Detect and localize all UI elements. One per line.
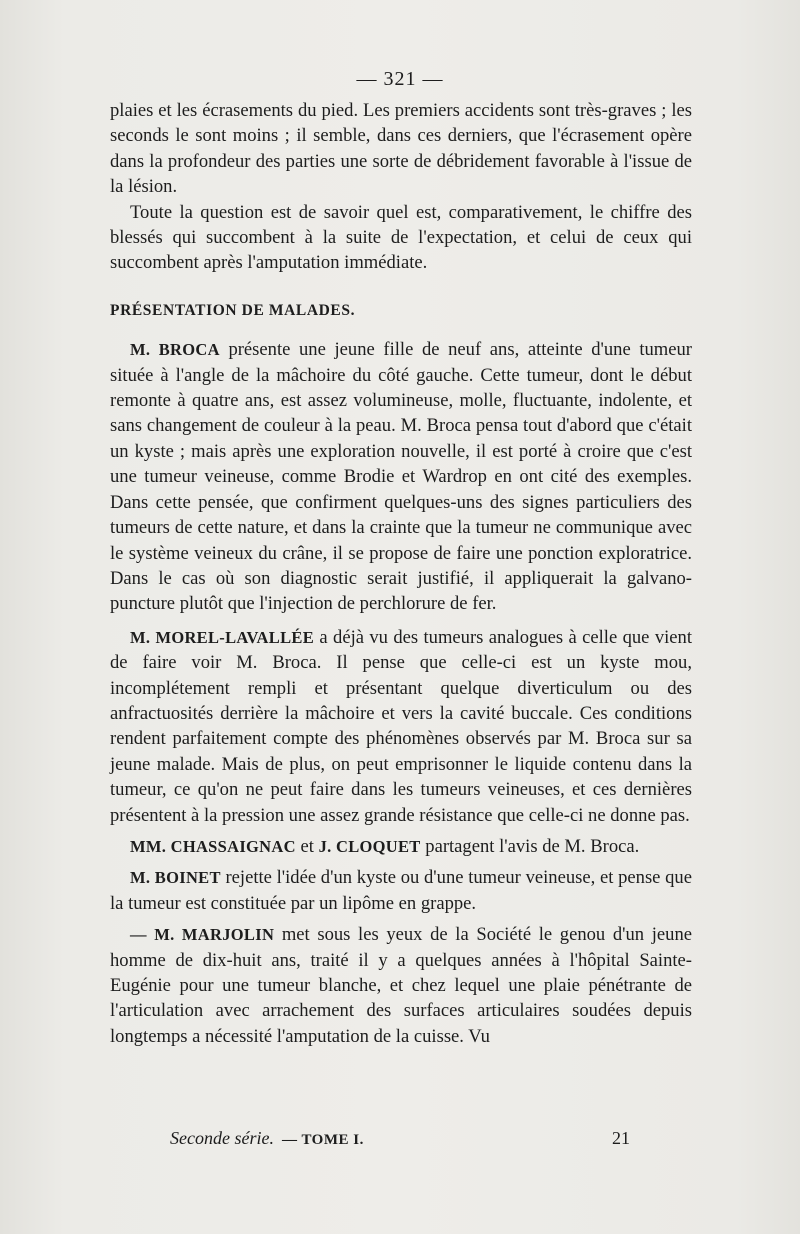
speaker-name: — M. MARJOLIN <box>130 925 275 945</box>
speaker-name: MM. CHASSAIGNAC <box>130 836 296 856</box>
signature-mark: 21 <box>612 1128 630 1148</box>
paragraph-morel-lavallee <box>110 625 692 828</box>
paragraph-marjolin <box>110 922 692 1049</box>
speaker-name: M. BROCA <box>130 340 220 360</box>
body-text <box>110 98 692 1049</box>
section-title: PRÉSENTATION DE MALADES. <box>110 301 356 319</box>
series-label: Seconde série. <box>170 1128 274 1148</box>
footer-series-group <box>170 1128 364 1149</box>
conjunction: et <box>300 835 314 857</box>
paragraph-2: Toute la question est de savoir quel est, comparativement, le chiffre des blessés qui succombent à la suite de l'expectation, et celui de ceux qui succombent après l'amputation immédiate. <box>110 201 692 274</box>
paragraph-1: plaies et les écrasements du pied. Les premiers accidents sont très-graves ; les seconds le sont moins ; il semble, dans ces derniers, que l'écrasement opère dans la profondeur des parties une sorte de débridement favorable à l'issue de la lésion. <box>110 100 692 198</box>
paragraph-text: présente une jeune fille de neuf ans, atteinte d'une tumeur située à l'angle de la mâchoire du côté gauche. Cette tumeur, dont le début remonte à quatre ans, est assez volumineuse, molle, fluctuante, indolente, et sans changement de couleur à la peau. M. Broca pensa tout d'abord que c'était un kyste ; mais après une exploration nouvelle, il est porté à croire que c'est une tumeur veineuse, comme Brodie et Wardrop en ont cité des exemples. Dans cette pensée, que confirment quelques-uns des signes particuliers des tumeurs de cette nature, et dans la crainte que la tumeur ne communique avec le système veineux du crâne, il se propose de faire une ponction exploratrice. Dans le cas où son diagnostic serait justifié, il appliquerait la galvano-puncture plutôt que l'injection de perchlorure de fer. <box>110 339 692 615</box>
paragraph-broca <box>110 337 692 616</box>
speaker-name: M. BOINET <box>130 868 221 888</box>
paragraph-text: rejette l'idée d'un kyste ou d'une tumeur veineuse, et pense que la tumeur est constituée par un lipôme en grappe. <box>110 867 692 914</box>
page-number: — 321 — <box>356 68 444 90</box>
paragraph-text: met sous les yeux de la Société le genou d'un jeune homme de dix-huit ans, traité il y a quelques années à l'hôpital Sainte-Eugénie pour une tumeur blanche, et chez lequel une plaie pénétrante de l'articulation avec arrachement des surfaces articulaires soudées depuis longtemps a nécessité l'amputation de la cuisse. Vu <box>110 924 692 1047</box>
speaker-name: M. MOREL-LAVALLÉE <box>130 627 314 647</box>
paragraph-text: a déjà vu des tumeurs analogues à celle que vient de faire voir M. Broca. Il pense que celle-ci est un kyste mou, incomplétement rempli et présentant quelque diverticulum ou des anfractuosités derrière la mâchoire et vers la cavité buccale. Ces conditions rendent parfaitement compte des phénomènes observés par M. Broca sur sa jeune malade. Mais de plus, on peut emprisonner le liquide contenu dans la tumeur, ce qu'on ne peut faire dans les tumeurs veineuses, et ces dernières présentent à la pression une assez grande résistance que celle-ci ne donne pas. <box>110 626 692 826</box>
paragraph-chassaignac <box>110 834 692 859</box>
page-footer <box>170 1128 630 1149</box>
speaker-name-2: J. CLOQUET <box>318 836 421 856</box>
paragraph-text: partagent l'avis de M. Broca. <box>425 835 640 857</box>
tome-label: — TOME I. <box>281 1132 364 1148</box>
paragraph-boinet <box>110 865 692 916</box>
